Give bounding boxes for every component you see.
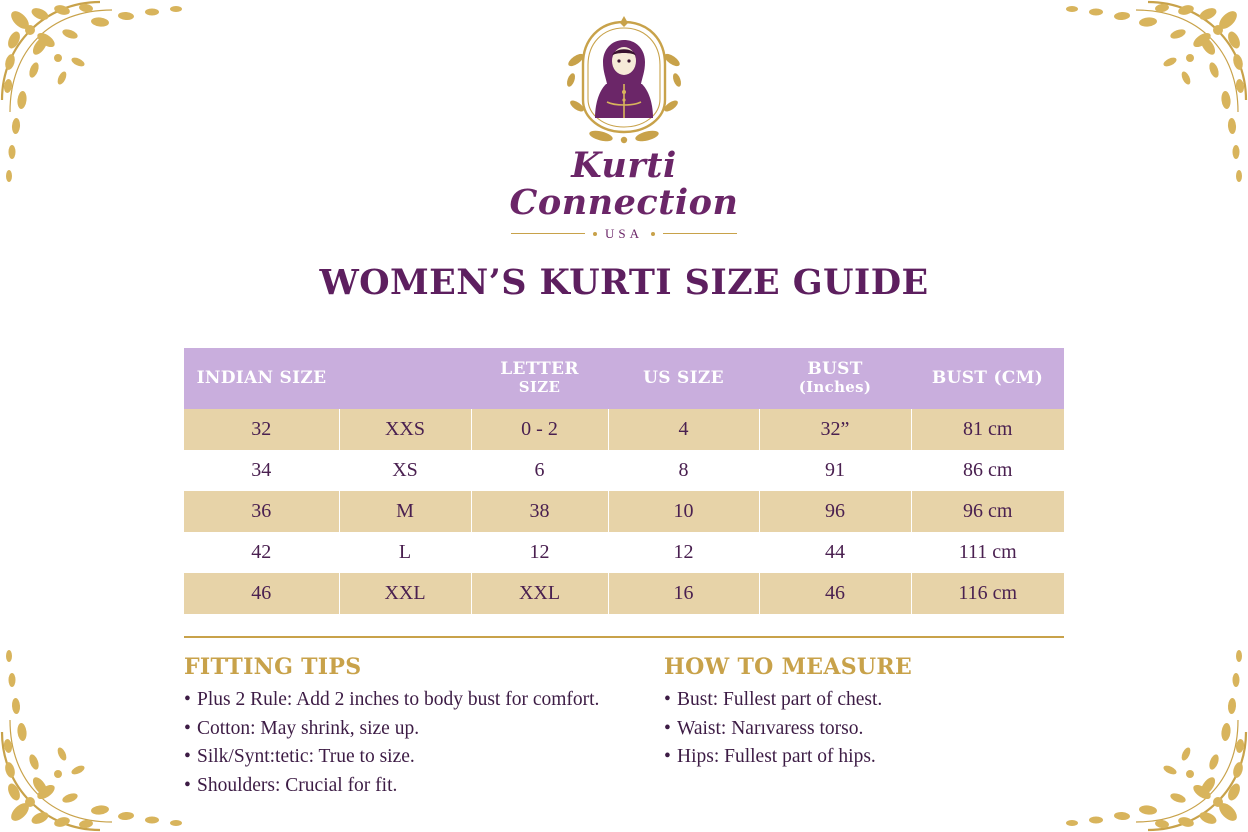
cell-indian-size: 42: [184, 532, 339, 573]
cell-us-size: 8: [608, 450, 759, 491]
cell-letter-size: 38: [471, 491, 608, 532]
column-header-us-size: US SIZE: [608, 348, 759, 409]
list-item: • Silk/Synt:tetic: True to size.: [184, 743, 628, 772]
cell-us-size: 10: [608, 491, 759, 532]
cell-bust-inches: 32”: [759, 409, 911, 450]
brand-subtitle-row: [474, 226, 774, 242]
list-item: • Shoulders: Crucial for fit.: [184, 772, 628, 801]
cell-letter-size: 6: [471, 450, 608, 491]
fitting-tips-list: [184, 686, 628, 801]
cell-indian-size: 32: [184, 409, 339, 450]
size-chart-table: [184, 348, 1064, 614]
cell-bust-inches: 46: [759, 573, 911, 614]
cell-letter-size: XXL: [471, 573, 608, 614]
cell-size-code: XXL: [339, 573, 471, 614]
fitting-tips-column: [184, 654, 628, 801]
list-item: • Hips: Fullest part of hips.: [664, 743, 1064, 772]
cell-size-code: XS: [339, 450, 471, 491]
list-item: • Waist: Narıvaress torso.: [664, 715, 1064, 744]
woman-portrait-emblem-icon: [549, 14, 699, 146]
cell-bust-inches: 96: [759, 491, 911, 532]
cell-bust-inches: 91: [759, 450, 911, 491]
cell-indian-size: 46: [184, 573, 339, 614]
column-header-letter-size: LETTER SIZE: [471, 348, 608, 409]
list-item: • Bust: Fullest part of chest.: [664, 686, 1064, 715]
table-row: [184, 491, 1064, 532]
column-header-bust-cm: BUST (CM): [911, 348, 1064, 409]
fitting-tips-heading: FITTING TIPS: [184, 653, 362, 680]
brand-dot-left: [593, 232, 597, 236]
brand-logo-block: [474, 14, 774, 242]
how-to-measure-list: [664, 686, 1064, 773]
column-header-indian-size: INDIAN SIZE: [184, 348, 339, 409]
cell-size-code: XXS: [339, 409, 471, 450]
cell-us-size: 16: [608, 573, 759, 614]
column-header-blank: [339, 348, 471, 409]
cell-bust-cm: 81 cm: [911, 409, 1064, 450]
table-row: [184, 409, 1064, 450]
brand-rule-left: [511, 233, 585, 234]
cell-indian-size: 34: [184, 450, 339, 491]
brand-subtitle: USA: [604, 225, 643, 241]
cell-us-size: 4: [608, 409, 759, 450]
cell-bust-cm: 96 cm: [911, 491, 1064, 532]
cell-bust-inches: 44: [759, 532, 911, 573]
table-row: [184, 450, 1064, 491]
cell-letter-size: 0 - 2: [471, 409, 608, 450]
table-row: [184, 532, 1064, 573]
cell-size-code: L: [339, 532, 471, 573]
cell-bust-cm: 116 cm: [911, 573, 1064, 614]
section-divider: [184, 636, 1064, 638]
cell-us-size: 12: [608, 532, 759, 573]
cell-indian-size: 36: [184, 491, 339, 532]
list-item: • Cotton: May shrink, size up.: [184, 715, 628, 744]
cell-letter-size: 12: [471, 532, 608, 573]
brand-dot-right: [651, 232, 655, 236]
cell-bust-cm: 86 cm: [911, 450, 1064, 491]
brand-name: Kurti Connection: [509, 145, 739, 223]
cell-bust-cm: 111 cm: [911, 532, 1064, 573]
table-header-row: [184, 348, 1064, 409]
column-header-bust-inches: BUST (Inches): [759, 348, 911, 409]
table-row: [184, 573, 1064, 614]
how-to-measure-column: [664, 654, 1064, 801]
how-to-measure-heading: HOW TO MEASURE: [664, 653, 913, 680]
brand-rule-right: [663, 233, 737, 234]
tips-section: [184, 654, 1064, 801]
list-item: • Plus 2 Rule: Add 2 inches to body bust for comfort.: [184, 686, 628, 715]
cell-size-code: M: [339, 491, 471, 532]
page-title: WOMEN’S KURTI SIZE GUIDE: [319, 261, 929, 303]
